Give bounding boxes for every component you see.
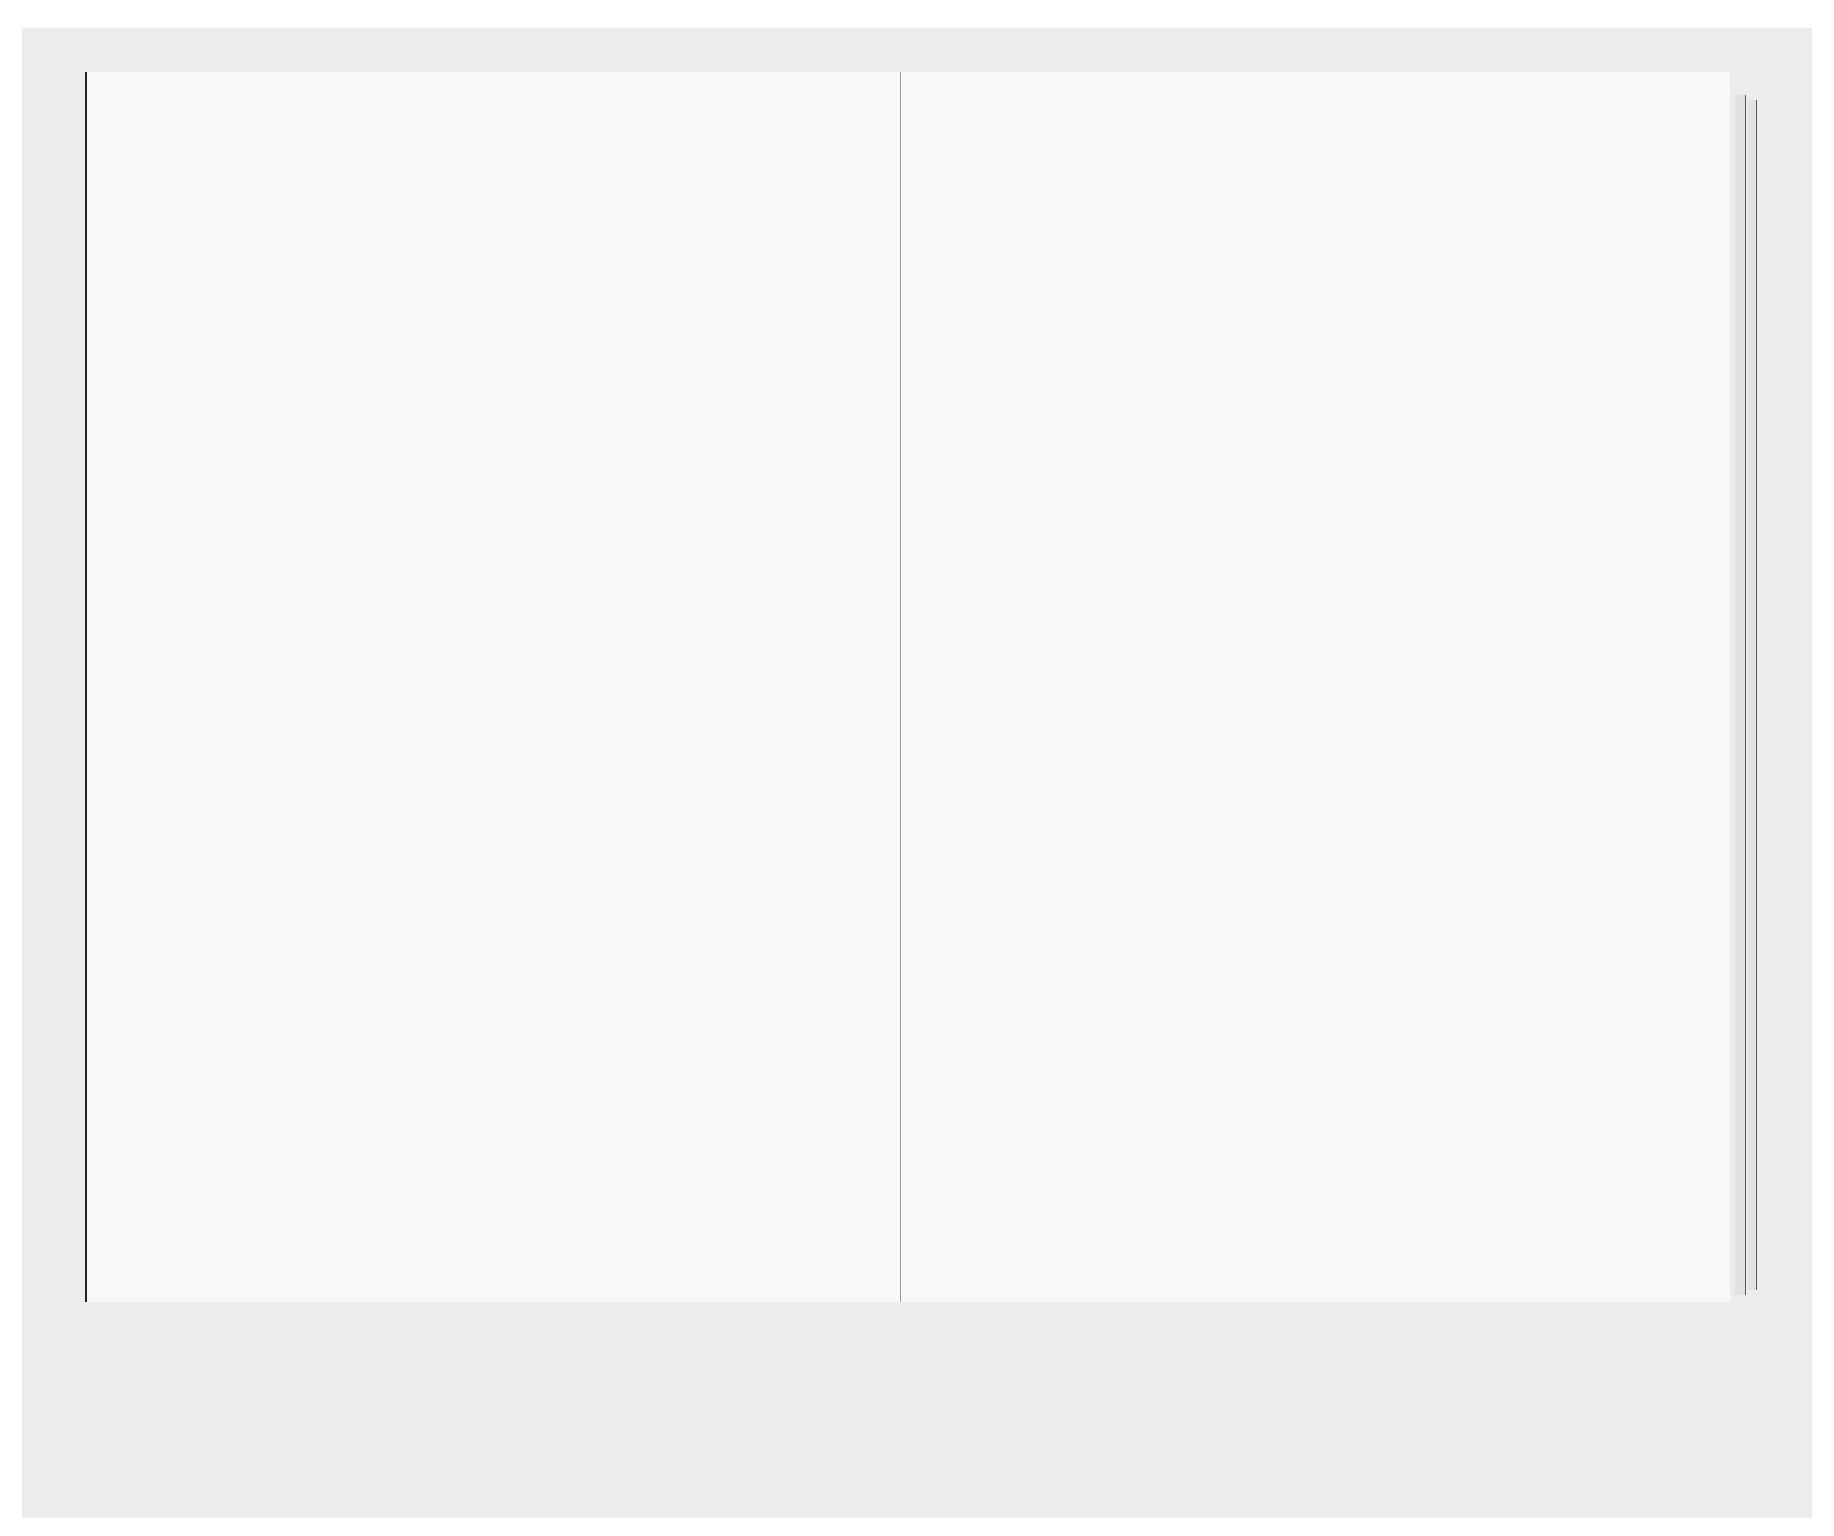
book-spine — [900, 72, 901, 1302]
header-person-no — [218, 220, 236, 300]
header-sex — [703, 183, 739, 263]
header-occupation — [912, 205, 1087, 335]
header-households — [140, 183, 215, 343]
header-usual-residence — [560, 200, 628, 340]
header-religion — [1300, 192, 1368, 342]
header-dwelling — [633, 192, 699, 342]
rules-text — [1524, 333, 1742, 1323]
header-sex-female — [722, 268, 738, 343]
header-disability — [1370, 192, 1434, 342]
header-citizenship — [1230, 228, 1296, 328]
header-onset — [1436, 176, 1488, 341]
page-edge-right-2 — [1748, 100, 1757, 1290]
header-birthplace — [1130, 245, 1225, 335]
header-family-role — [745, 200, 821, 340]
header-marital — [822, 176, 894, 341]
header-sex-male — [704, 268, 720, 343]
